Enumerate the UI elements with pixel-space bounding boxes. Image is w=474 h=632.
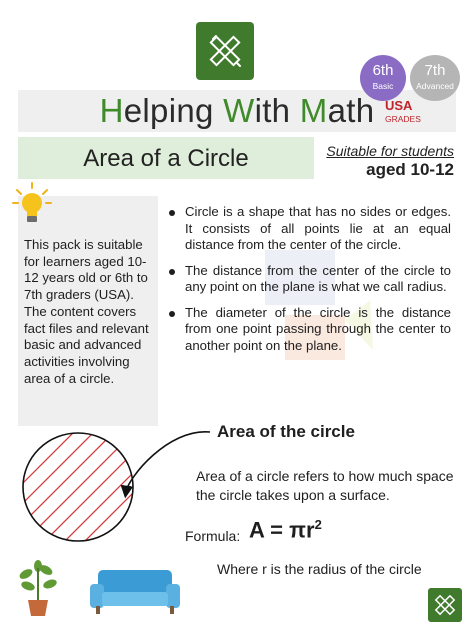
where-text: Where r is the radius of the circle xyxy=(217,561,422,577)
page-title: Area of a Circle xyxy=(83,145,249,172)
list-item xyxy=(163,305,451,355)
grade-7-badge xyxy=(410,55,460,101)
formula xyxy=(249,517,322,543)
list-item-text: The distance from the center of the circle to any point on the plane is what we call radius. xyxy=(185,262,451,294)
info-text: This pack is suitable for learners aged 10-12 years old or 6th to 7th graders (USA). The content covers fact files and relevant basic and advanced activities involving area of a circle. xyxy=(24,237,149,386)
suitable-for-label: Suitable for students xyxy=(326,143,454,159)
footer-logo-icon xyxy=(428,588,462,622)
list-item xyxy=(163,204,451,254)
country-sub-label: GRADES xyxy=(385,114,421,124)
bullet-icon xyxy=(169,311,175,317)
grade-label: Basic xyxy=(372,81,394,91)
plant-icon xyxy=(16,560,60,618)
grade-6-badge xyxy=(360,55,406,101)
fact-list xyxy=(163,204,451,363)
list-item-text: The diameter of the circle is the distance from one point passing through the center to another point on the plane. xyxy=(185,304,451,353)
grade-number: 6th xyxy=(372,62,394,79)
area-heading: Area of the circle xyxy=(217,422,355,441)
area-description: Area of a circle refers to how much space the circle takes upon a surface. xyxy=(196,468,454,503)
grade-label: Advanced xyxy=(416,81,454,91)
brand-word: elping xyxy=(123,92,224,129)
bullet-icon xyxy=(169,210,175,216)
bullet-icon xyxy=(169,269,175,275)
list-item xyxy=(163,263,451,296)
formula-main: A = πr xyxy=(249,517,315,543)
age-range: aged 10-12 xyxy=(366,160,454,179)
grade-number: 7th xyxy=(424,62,446,79)
brand-letter: W xyxy=(223,92,255,129)
pencil-ruler-logo-icon xyxy=(196,22,254,80)
list-item-text: Circle is a shape that has no sides or edges. It consists of all points lie at an equal distance from the center of the circle. xyxy=(185,204,451,252)
formula-exponent: 2 xyxy=(314,517,322,532)
brand-letter: H xyxy=(99,92,124,129)
brand-letter: M xyxy=(299,92,328,129)
brand-word: ith xyxy=(254,92,300,129)
sofa-icon xyxy=(88,568,182,616)
lightbulb-icon xyxy=(12,182,52,226)
formula-label: Formula: xyxy=(185,528,241,544)
brand-word: ath xyxy=(327,92,375,129)
country-label: USA xyxy=(385,98,413,113)
